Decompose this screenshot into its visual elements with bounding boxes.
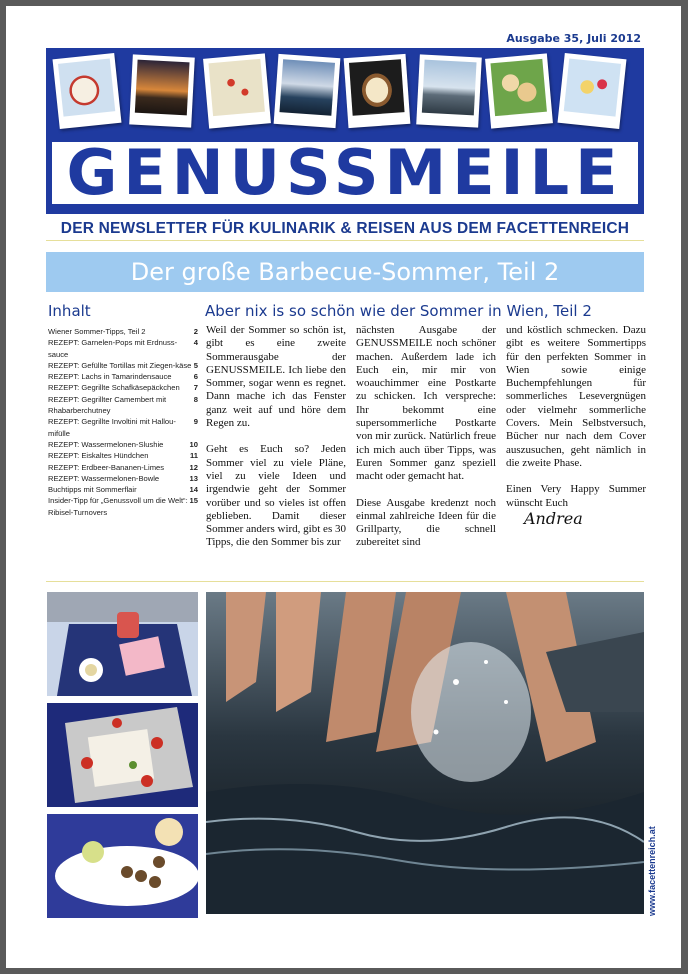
toc-item[interactable] [48, 394, 198, 417]
newsletter-logo: GENUSSMEILE [66, 136, 624, 209]
toc-item-text: REZEPT: Garnelen-Pops mit Erdnuss-sauce [48, 338, 178, 359]
masthead-photo [129, 54, 195, 127]
toc-item-page: 13 [189, 473, 198, 483]
skewers-photo [47, 814, 198, 918]
toc-item[interactable] [48, 337, 198, 360]
toc-item-text: Buchtipps mit Sommerflair [48, 485, 137, 495]
toc-item-page: 11 [189, 451, 198, 461]
table-of-contents [48, 302, 198, 518]
logo-band [52, 136, 638, 209]
article-title: Aber nix is so schön wie der Sommer in Wien, Teil 2 [205, 302, 592, 320]
divider [46, 581, 644, 582]
article-column-1 [206, 324, 346, 563]
website-url: www.facettenreich.at [647, 826, 657, 916]
toc-item[interactable] [48, 484, 198, 495]
toc-item-text: REZEPT: Lachs in Tamarindensauce [48, 372, 172, 382]
issue-label: Ausgabe 35, Juli 2012 [506, 32, 641, 45]
toc-item-text: REZEPT: Gegrillte Schafkäsepäckchen [48, 383, 180, 393]
paragraph: nächsten Ausgabe der GENUSSMEILE noch schöner machen. Außerdem lade ich Euch ein, mir mir von woauchimmer eine Postkarte zu schicken. Ich verspreche: Ihr bekommt eine supersommerliche Postkarte von mir zurück. Natürlich freue ich mich auch über Tipps, was Euren Sommer ganz speziell macht oder gemacht hat. [356, 324, 496, 483]
toc-item-text: REZEPT: Erdbeer-Bananen-Limes [48, 462, 165, 472]
toc-item-text: REZEPT: Gegrillter Camembert mit Rhabarberchutney [48, 394, 167, 416]
newsletter-page [6, 6, 681, 968]
article-column-3 [506, 324, 646, 528]
toc-item[interactable] [48, 371, 198, 382]
paragraph: und köstlich schmecken. Dazu gibt es weitere Sommertipps für den perfekten Sommer in Wien sowie einige Buchempfehlungen für sommerliches Lesevergnügen oder vielmehr sommerliche Covers. Mein Selbstversuch, Bücher nur nach dem Cover auszusuchen, geht nämlich in die zweite Phase. [506, 324, 646, 469]
toc-item-page: 2 [193, 327, 198, 336]
toc-item-page: 6 [193, 372, 198, 382]
toc-item-text: Insider-Tipp für „Genussvoll um die Welt“: Ribisel-Turnovers [48, 496, 188, 517]
toc-list [48, 326, 198, 518]
toc-item[interactable] [48, 360, 198, 371]
masthead-photo [485, 53, 553, 128]
toc-item-text: REZEPT: Gefüllte Tortillas mit Ziegen-käse [48, 360, 192, 370]
toc-item-page: 4 [193, 338, 198, 348]
masthead-photo [203, 53, 271, 128]
toc-title: Inhalt [48, 302, 91, 320]
masthead-photo [274, 54, 341, 128]
toc-item-text: Wiener Sommer-Tipps, Teil 2 [48, 327, 146, 336]
paragraph: Geht es Euch so? Jeden Sommer viel zu viele Pläne, viel zu viele Ideen und irgendwie geht der Sommer vorüber und so vieles ist offen geblieben. Damit dieser Sommer anders wird, gibt es 30 Tipps, die den Sommer bis zur [206, 443, 346, 549]
feet-in-water-photo [206, 592, 644, 914]
toc-item-text: REZEPT: Eiskaltes Hündchen [48, 451, 149, 461]
toc-item[interactable] [48, 382, 198, 393]
toc-item[interactable] [48, 416, 198, 439]
paragraph: Einen Very Happy Summer wünscht Euch [506, 483, 646, 509]
article-column-2 [356, 324, 496, 563]
toc-item-page: 9 [193, 417, 198, 427]
paragraph: Weil der Sommer so schön ist, gibt es eine zweite Sommerausgabe der GENUSSMEILE. Ich liebe den Sommer, sogar wenn es regnet. Dann mache ich das Fenster ganz weit auf und höre dem Regen zu. [206, 324, 346, 430]
toc-item[interactable] [48, 326, 198, 337]
toc-item-page: 5 [193, 360, 198, 370]
toc-item-page: 10 [189, 439, 198, 449]
toc-item-page: 15 [189, 496, 198, 506]
toc-item-text: REZEPT: Gegrillte Involtini mit Hallou-mifülle [48, 417, 176, 438]
masthead-photo [416, 54, 482, 127]
toc-item[interactable] [48, 495, 198, 518]
toc-item[interactable] [48, 462, 198, 473]
toc-item[interactable] [48, 473, 198, 484]
masthead-photo [53, 53, 122, 129]
toc-item-page: 12 [189, 462, 198, 472]
toc-item-page: 7 [193, 383, 198, 393]
toc-item[interactable] [48, 450, 198, 461]
toc-item-text: REZEPT: Wassermelonen-Bowle [48, 473, 160, 483]
issue-banner: Der große Barbecue-Sommer, Teil 2 [46, 252, 644, 292]
newsletter-subtitle: DER NEWSLETTER FÜR KULINARIK & REISEN AUS DEM FACETTENREICH [60, 220, 630, 237]
masthead [46, 48, 644, 214]
toc-item[interactable] [48, 439, 198, 450]
divider [46, 240, 644, 241]
masthead-photo [558, 53, 627, 129]
toc-item-text: REZEPT: Wassermelonen-Slushie [48, 439, 164, 449]
paragraph: Diese Ausgabe kredenzt noch einmal zahlreiche Ideen für die Grillparty, die schnell zubereitet sind [356, 496, 496, 549]
toc-item-page: 8 [193, 394, 198, 404]
masthead-photo [344, 54, 411, 128]
signature: Andrea [524, 508, 583, 528]
toc-item-page: 14 [189, 485, 198, 495]
drink-photo [47, 592, 198, 696]
grilled-cheese-photo [47, 703, 198, 807]
